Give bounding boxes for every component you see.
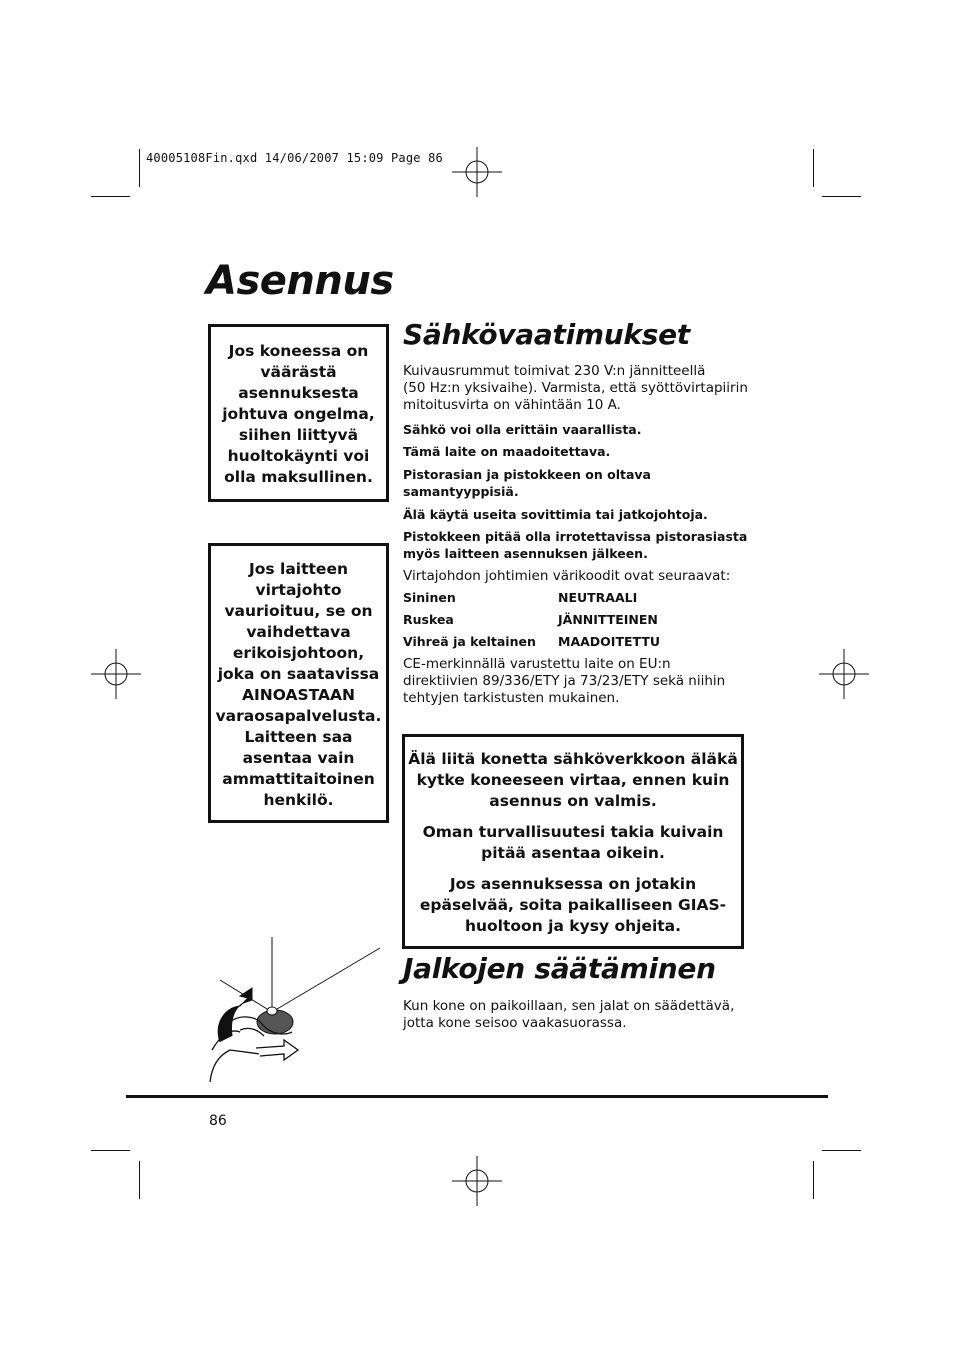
repair-cost-notice: [208, 324, 389, 502]
text-line: Älä käytä useita sovittimia tai jatkojohtoja.: [403, 507, 708, 522]
notice-line: joka on saatavissa: [217, 665, 380, 683]
notice-line: Jos laitteen: [248, 560, 348, 578]
safety-paragraph: [405, 822, 741, 864]
text-line: direktiivien 89/336/ETY ja 73/23/ETY sekä niihin: [403, 673, 726, 689]
power-cord-notice: [208, 543, 389, 823]
text-line: Oman turvallisuutesi takia kuivain: [422, 823, 724, 841]
text-line: (50 Hz:n yksivaihe). Varmista, että syöttövirtapiirin: [403, 380, 748, 396]
footer-rule: [126, 1095, 828, 1098]
notice-line: asentaa vain: [242, 749, 355, 767]
wire-role: MAADOITETTU: [558, 634, 660, 649]
notice-line: ammattitaitoinen: [222, 770, 375, 788]
text-line: mitoitusvirta on vähintään 10 A.: [403, 397, 621, 413]
text-line: Sähkö voi olla erittäin vaarallista.: [403, 422, 642, 437]
text-line: Jos asennuksessa on jotakin: [449, 875, 697, 893]
text-line: Älä liitä konetta sähköverkkoon äläkä: [408, 750, 738, 768]
wire-role: JÄNNITTEINEN: [558, 612, 658, 627]
notice-line: Laitteen saa: [244, 728, 353, 746]
text-line: Pistorasian ja pistokkeen on oltava: [403, 467, 651, 482]
safety-paragraph: [405, 874, 741, 937]
notice-line: vaihdettava: [246, 623, 351, 641]
section-heading-electrical: Sähkövaatimukset: [403, 318, 690, 351]
notice-line: siihen liittyvä: [238, 426, 359, 444]
registration-mark-top-icon: [452, 147, 502, 197]
wire-colour: Vihreä ja keltainen: [403, 634, 536, 649]
printer-slug: 40005108Fin.qxd 14/06/2007 15:09 Page 86: [146, 151, 443, 165]
wire-role: NEUTRAALI: [558, 590, 638, 605]
notice-line: johtuva ongelma,: [222, 405, 375, 423]
text-line: asennus on valmis.: [489, 792, 657, 810]
notice-line: erikoisjohtoon,: [232, 644, 365, 662]
page-title: Asennus: [206, 258, 394, 304]
warning-line: [403, 443, 753, 460]
ce-statement: [403, 656, 753, 707]
notice-line: AINOASTAAN: [242, 686, 355, 704]
notice-line: varaosapalvelusta.: [215, 707, 382, 725]
registration-mark-bottom-icon: [452, 1156, 502, 1206]
colour-code-intro: Virtajohdon johtimien värikoodit ovat seuraavat:: [403, 568, 731, 584]
wire-colour: Sininen: [403, 590, 456, 605]
registration-mark-right-icon: [819, 649, 869, 699]
text-line: Tämä laite on maadoitettava.: [403, 444, 611, 459]
notice-line: asennuksesta: [238, 384, 359, 402]
warning-line: [403, 421, 753, 438]
warning-line: [403, 506, 753, 523]
text-line: Pistokkeen pitää olla irrotettavissa pistorasiasta: [403, 529, 748, 544]
text-line: huoltoon ja kysy ohjeita.: [464, 917, 682, 935]
notice-line: väärästä: [260, 363, 337, 381]
feet-adjust-text: [403, 998, 753, 1032]
text-line: myös laitteen asennuksen jälkeen.: [403, 546, 648, 561]
text-line: samantyyppisiä.: [403, 484, 519, 499]
notice-line: henkilö.: [263, 791, 334, 809]
text-line: jotta kone seisoo vaakasuorassa.: [403, 1015, 627, 1031]
notice-line: virtajohto: [255, 581, 342, 599]
safety-warning-box: [402, 734, 744, 949]
registration-mark-left-icon: [91, 649, 141, 699]
foot-adjust-illustration-icon: [200, 932, 385, 1092]
text-line: epäselvää, soita paikalliseen GIAS-: [419, 896, 727, 914]
section-heading-feet: Jalkojen säätäminen: [403, 952, 716, 985]
safety-paragraph: [405, 749, 741, 812]
electrical-intro: [403, 363, 753, 414]
text-line: kytke koneeseen virtaa, ennen kuin: [416, 771, 730, 789]
text-line: CE-merkinnällä varustettu laite on EU:n: [403, 656, 671, 672]
page-number: 86: [209, 1113, 227, 1129]
notice-line: Jos koneessa on: [228, 342, 369, 360]
wire-colour: Ruskea: [403, 612, 454, 627]
notice-line: huoltokäynti voi: [227, 447, 370, 465]
notice-line: olla maksullinen.: [224, 468, 373, 486]
warning-line: [403, 528, 753, 562]
text-line: Kuivausrummut toimivat 230 V:n jännitteellä: [403, 363, 706, 379]
text-line: Kun kone on paikoillaan, sen jalat on säädettävä,: [403, 998, 735, 1014]
notice-line: vaurioituu, se on: [224, 602, 373, 620]
text-line: pitää asentaa oikein.: [481, 844, 665, 862]
text-line: tehtyjen tarkistusten mukainen.: [403, 690, 620, 706]
warning-line: [403, 466, 753, 500]
